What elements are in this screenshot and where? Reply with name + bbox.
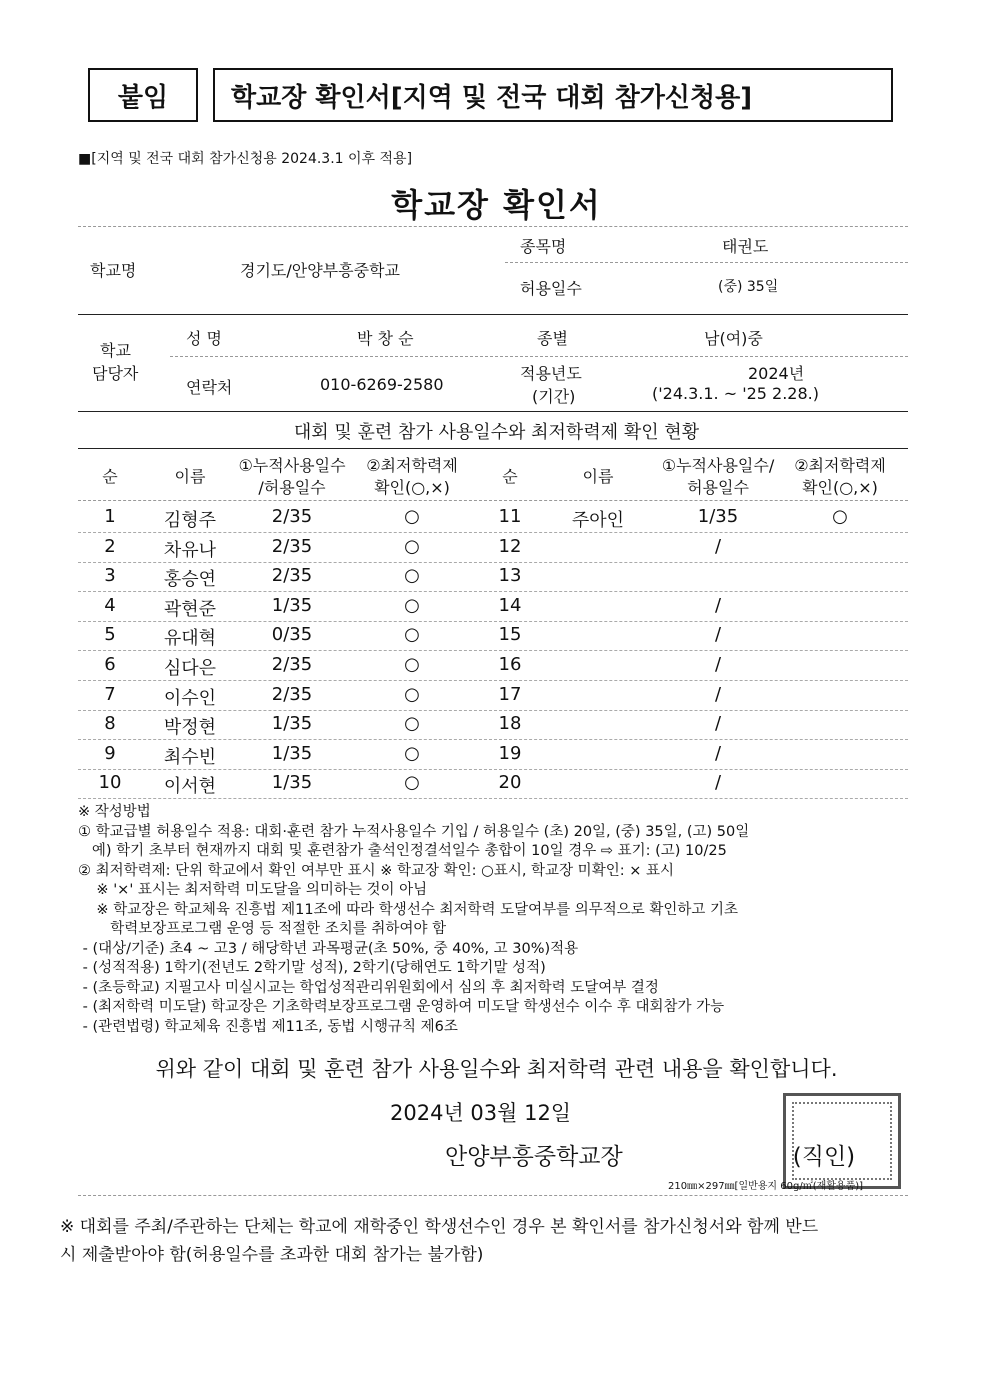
table-row [78,650,908,681]
cell-no-right: 11 [498,506,522,527]
contact-value: 010-6269-2580 [320,375,444,394]
cell-no: 7 [104,683,116,705]
manager-label: 담당자 [92,364,139,383]
cell-name: 곽현준 [163,598,217,620]
sport-label: 종목명 [520,237,567,256]
cell-check: ○ [404,535,420,557]
cell-no: 4 [104,594,116,616]
cell-name: 차유나 [163,539,217,561]
days-label: 허용일수 [520,279,582,298]
cell-days-right: / [714,683,722,705]
cell-name: 이서현 [163,776,217,798]
table-row [78,709,908,740]
paper-spec: 210㎜×297㎜[일반용지 60g/㎡(재활용품)] [668,1181,864,1192]
school-value: 경기도/안양부흥중학교 [240,261,400,280]
note-line: - (성적적용) 1학기(전년도 2학기말 성적), 2학기(당해연도 1학기말 성적) [78,960,546,976]
note-line: 학력보장프로그램 운영 등 적절한 조치를 취하여야 함 [78,921,447,937]
cell-no-right: 17 [498,683,522,705]
cell-name: 최수빈 [163,746,217,768]
col-header-days: ①누적사용일수 /허용일수 [238,456,346,497]
col-header-name-right: 이름 [582,467,614,486]
divider [170,356,908,357]
cell-days: 1/35 [271,742,313,764]
cell-no: 9 [104,742,116,764]
note-line: ※ 학교장은 학교체육 진흥법 제11조에 따라 학생선수 최저학력 도달여부를 의무적으로 확인하고 기초 [78,901,739,918]
table-row [78,591,908,622]
table-row [78,561,908,592]
cell-no-right: 13 [498,565,522,587]
cell-days: 1/35 [271,772,313,794]
scope-note: ■[지역 및 전국 대회 참가신청용 2024.3.1 이후 적용] [78,151,413,167]
cell-days: 2/35 [271,683,313,705]
cell-name: 박정현 [163,717,217,739]
cell-no: 2 [104,535,116,557]
cell-no-right: 16 [498,654,522,675]
cell-name-right: 주아인 [571,510,625,531]
cell-no-right: 15 [498,624,522,646]
year-value: 2024년 [748,364,805,383]
divider [78,500,908,501]
school-label: 학교명 [90,261,137,280]
col-header-no-right: 순 [502,467,518,486]
confirmation-statement: 위와 같이 대회 및 훈련 참가 사용일수와 최저학력 관련 내용을 확인합니다. [155,1057,838,1081]
table-row [78,502,908,533]
cell-days: 1/35 [271,594,313,616]
cell-name: 김형주 [163,510,217,531]
document-title-box: 학교장 확인서[지역 및 전국 대회 참가신청용] [213,68,893,122]
year-label: 적용년도 [520,364,582,383]
note-line: ※ '×' 표시는 최저학력 미도달을 의미하는 것이 아님 [78,882,428,898]
divider [505,262,908,263]
gender-label: 종별 [537,329,568,348]
table-row [78,768,908,799]
days-value: (중) 35일 [718,279,779,295]
divider [78,448,908,449]
cell-check: ○ [404,654,420,675]
cell-no: 5 [104,624,116,646]
cell-no-right: 18 [498,713,522,735]
cell-check: ○ [404,772,420,794]
issue-date: 2024년 03월 12일 [390,1101,572,1125]
cell-days-right: 1/35 [697,506,739,527]
cell-check: ○ [404,565,420,587]
cell-days: 0/35 [271,624,313,646]
cell-no: 6 [104,654,116,675]
col-header-no: 순 [102,467,118,486]
cell-days: 2/35 [271,506,313,527]
footer-note: ※ 대회를 주최/주관하는 단체는 학교에 재학중인 학생선수인 경우 본 확인서를 참가신청서와 함께 반드 시 제출받아야 함(허용일수를 초과한 대회 참가는 불가함) [60,1217,819,1265]
attachment-tag: 붙임 [88,68,198,122]
seal-label: (직인) [792,1144,856,1170]
cell-days: 2/35 [271,535,313,557]
cell-days-right: / [714,772,722,794]
year-label: (기간) [532,387,576,406]
cell-check: ○ [404,624,420,646]
table-row [78,680,908,711]
note-line: - (최저학력 미도달) 학교장은 기초학력보장프로그램 운영하여 미도달 학생선수 이수 후 대회참가 가능 [78,999,725,1015]
note-line: ② 최저학력제: 단위 학교에서 확인 여부만 표시 ※ 학교장 확인: ○표시, 학교장 미확인: × 표시 [78,862,674,879]
divider [78,226,908,227]
cell-days-right: / [714,713,722,735]
cell-days: 2/35 [271,654,313,675]
cell-no: 1 [104,506,116,527]
page-title: 학교장 확인서 [391,186,602,224]
year-period: ('24.3.1. ~ '25 2.28.) [652,384,819,403]
cell-name: 홍승연 [163,569,217,591]
divider [78,1195,908,1196]
note-line: ※ 작성방법 [78,804,151,820]
cell-name: 심다은 [163,658,217,679]
cell-no-right: 20 [498,772,522,794]
cell-check: ○ [404,594,420,616]
divider [78,411,908,412]
cell-days-right: / [714,742,722,764]
cell-check: ○ [404,713,420,735]
cell-days-right: / [714,594,722,616]
note-line: - (관련법령) 학교체육 진흥법 제11조, 동법 시행규칙 제6조 [78,1018,458,1035]
note-line: 예) 학기 초부터 현재까지 대회 및 훈련참가 출석인정결석일수 총합이 10일 경우 ⇨ 표기: (고) 10/25 [78,843,727,859]
cell-no: 8 [104,713,116,735]
table-row [78,620,908,651]
cell-no-right: 12 [498,535,522,557]
cell-days-right: / [714,624,722,646]
note-line: - (대상/기준) 초4 ~ 고3 / 해당학년 과목평균(초 50%, 중 40%, 고 30%)적용 [78,940,579,957]
gender-value: 남(여)중 [704,329,763,348]
col-header-check-right: ②최저학력제 확인(○,×) [794,456,886,497]
cell-no-right: 14 [498,594,522,616]
col-header-name: 이름 [174,467,206,486]
cell-check-right: ○ [832,506,848,527]
cell-days-right: / [714,654,722,675]
cell-days: 1/35 [271,713,313,735]
note-line: - (초등학교) 지필고사 미실시교는 학업성적관리위원회에서 심의 후 최저학력 도달여부 결정 [78,979,659,996]
cell-check: ○ [404,742,420,764]
cell-no: 10 [98,772,122,794]
name-label: 성 명 [186,329,222,348]
principal-name: 안양부흥중학교장 (직인) [445,1144,856,1170]
cell-check: ○ [404,506,420,527]
writing-instructions [78,803,749,1037]
cell-days: 2/35 [271,565,313,587]
cell-no-right: 19 [498,742,522,764]
cell-check: ○ [404,683,420,705]
cell-no: 3 [104,565,116,587]
table-row [78,739,908,770]
cell-name: 유대혁 [163,628,217,650]
divider [78,314,908,315]
section-title: 대회 및 훈련 참가 사용일수와 최저학력제 확인 현황 [293,422,700,443]
contact-label: 연락처 [186,378,233,397]
note-line: ① 학교급별 허용일수 적용: 대회·훈련 참가 누적사용일수 기입 / 허용일수 (초) 20일, (중) 35일, (고) 50일 [78,823,750,840]
manager-label: 학교 [100,341,131,360]
sport-value: 태권도 [722,237,769,256]
name-value: 박 창 순 [357,329,414,348]
cell-name: 이수인 [163,687,217,709]
table-row [78,532,908,563]
cell-days-right: / [714,535,722,557]
col-header-days-right: ①누적사용일수/ 허용일수 [661,456,775,497]
col-header-check: ②최저학력제 확인(○,×) [366,456,458,497]
